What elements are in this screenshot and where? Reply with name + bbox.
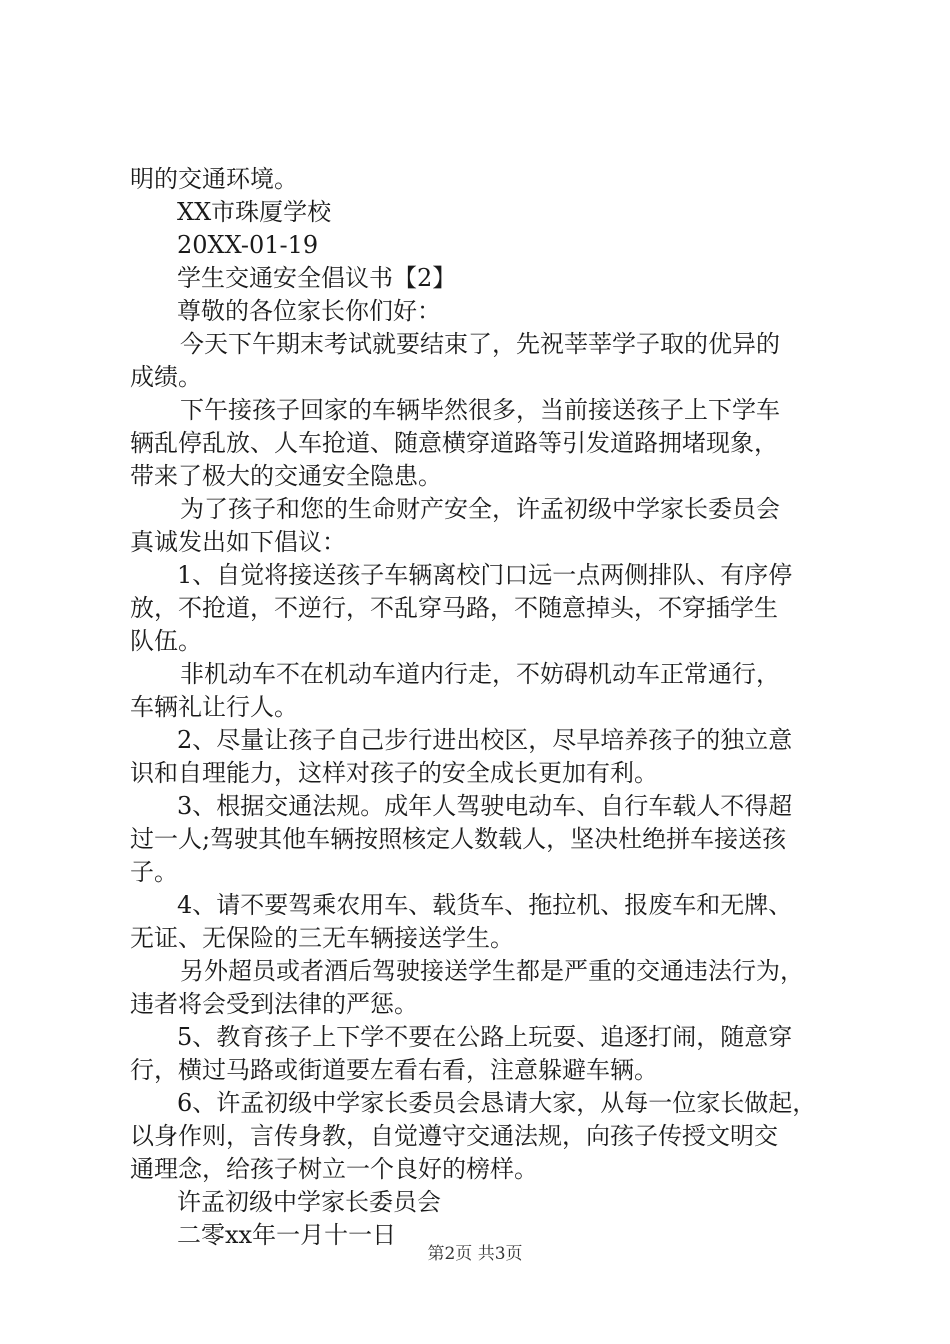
text-line: 许孟初级中学家长委员会 <box>177 1188 441 1216</box>
text-line: 队伍。 <box>130 627 202 655</box>
text-line: 尊敬的各位家长你们好： <box>177 297 441 325</box>
text-line: 识和自理能力，这样对孩子的安全成长更加有利。 <box>130 759 658 787</box>
text-line: 学生交通安全倡议书【2】 <box>177 264 457 292</box>
text-line: 4、请不要驾乘农用车、载货车、拖拉机、报废车和无牌、 <box>177 891 793 919</box>
text-line: 二零xx年一月十一日 <box>177 1221 397 1249</box>
text-line: 违者将会受到法律的严惩。 <box>130 990 418 1018</box>
text-line: 另外超员或者酒后驾驶接送学生都是严重的交通违法行为， <box>180 957 804 985</box>
text-line: 辆乱停乱放、人车抢道、随意横穿道路等引发道路拥堵现象， <box>130 429 778 457</box>
text-line: 通理念，给孩子树立一个良好的榜样。 <box>130 1155 538 1183</box>
text-line: 明的交通环境。 <box>130 165 298 193</box>
text-line: 过一人;驾驶其他车辆按照核定人数载人，坚决杜绝拼车接送孩 <box>130 825 787 853</box>
text-line: 非机动车不在机动车道内行走，不妨碍机动车正常通行， <box>180 660 780 688</box>
text-line: 6、许孟初级中学家长委员会恳请大家，从每一位家长做起， <box>177 1089 817 1117</box>
text-line: 无证、无保险的三无车辆接送学生。 <box>130 924 514 952</box>
text-line: 车辆礼让行人。 <box>130 693 298 721</box>
text-line: 为了孩子和您的生命财产安全，许孟初级中学家长委员会 <box>180 495 780 523</box>
text-line: 1、自觉将接送孩子车辆离校门口远一点两侧排队、有序停 <box>177 561 793 589</box>
text-line: 真诚发出如下倡议： <box>130 528 346 556</box>
text-line: 子。 <box>130 858 178 886</box>
text-line: 放，不抢道，不逆行，不乱穿马路，不随意掉头，不穿插学生 <box>130 594 778 622</box>
text-line: 下午接孩子回家的车辆毕然很多，当前接送孩子上下学车 <box>180 396 780 424</box>
page-footer: 第2页 共3页 <box>427 1244 523 1264</box>
text-line: 5、教育孩子上下学不要在公路上玩耍、追逐打闹，随意穿 <box>177 1023 793 1051</box>
text-line: 3、根据交通法规。成年人驾驶电动车、自行车载人不得超 <box>177 792 793 820</box>
text-line: 成绩。 <box>130 363 202 391</box>
document-body <box>130 163 830 1252</box>
text-line: 行，横过马路或街道要左看右看，注意躲避车辆。 <box>130 1056 658 1084</box>
text-line: XX市珠厦学校 <box>177 198 332 226</box>
text-line: 20XX-01-19 <box>177 231 319 259</box>
text-line: 带来了极大的交通安全隐患。 <box>130 462 442 490</box>
text-line: 今天下午期末考试就要结束了，先祝莘莘学子取的优异的 <box>180 330 780 358</box>
text-line: 2、尽量让孩子自己步行进出校区，尽早培养孩子的独立意 <box>177 726 793 754</box>
text-line: 以身作则，言传身教，自觉遵守交通法规，向孩子传授文明交 <box>130 1122 778 1150</box>
